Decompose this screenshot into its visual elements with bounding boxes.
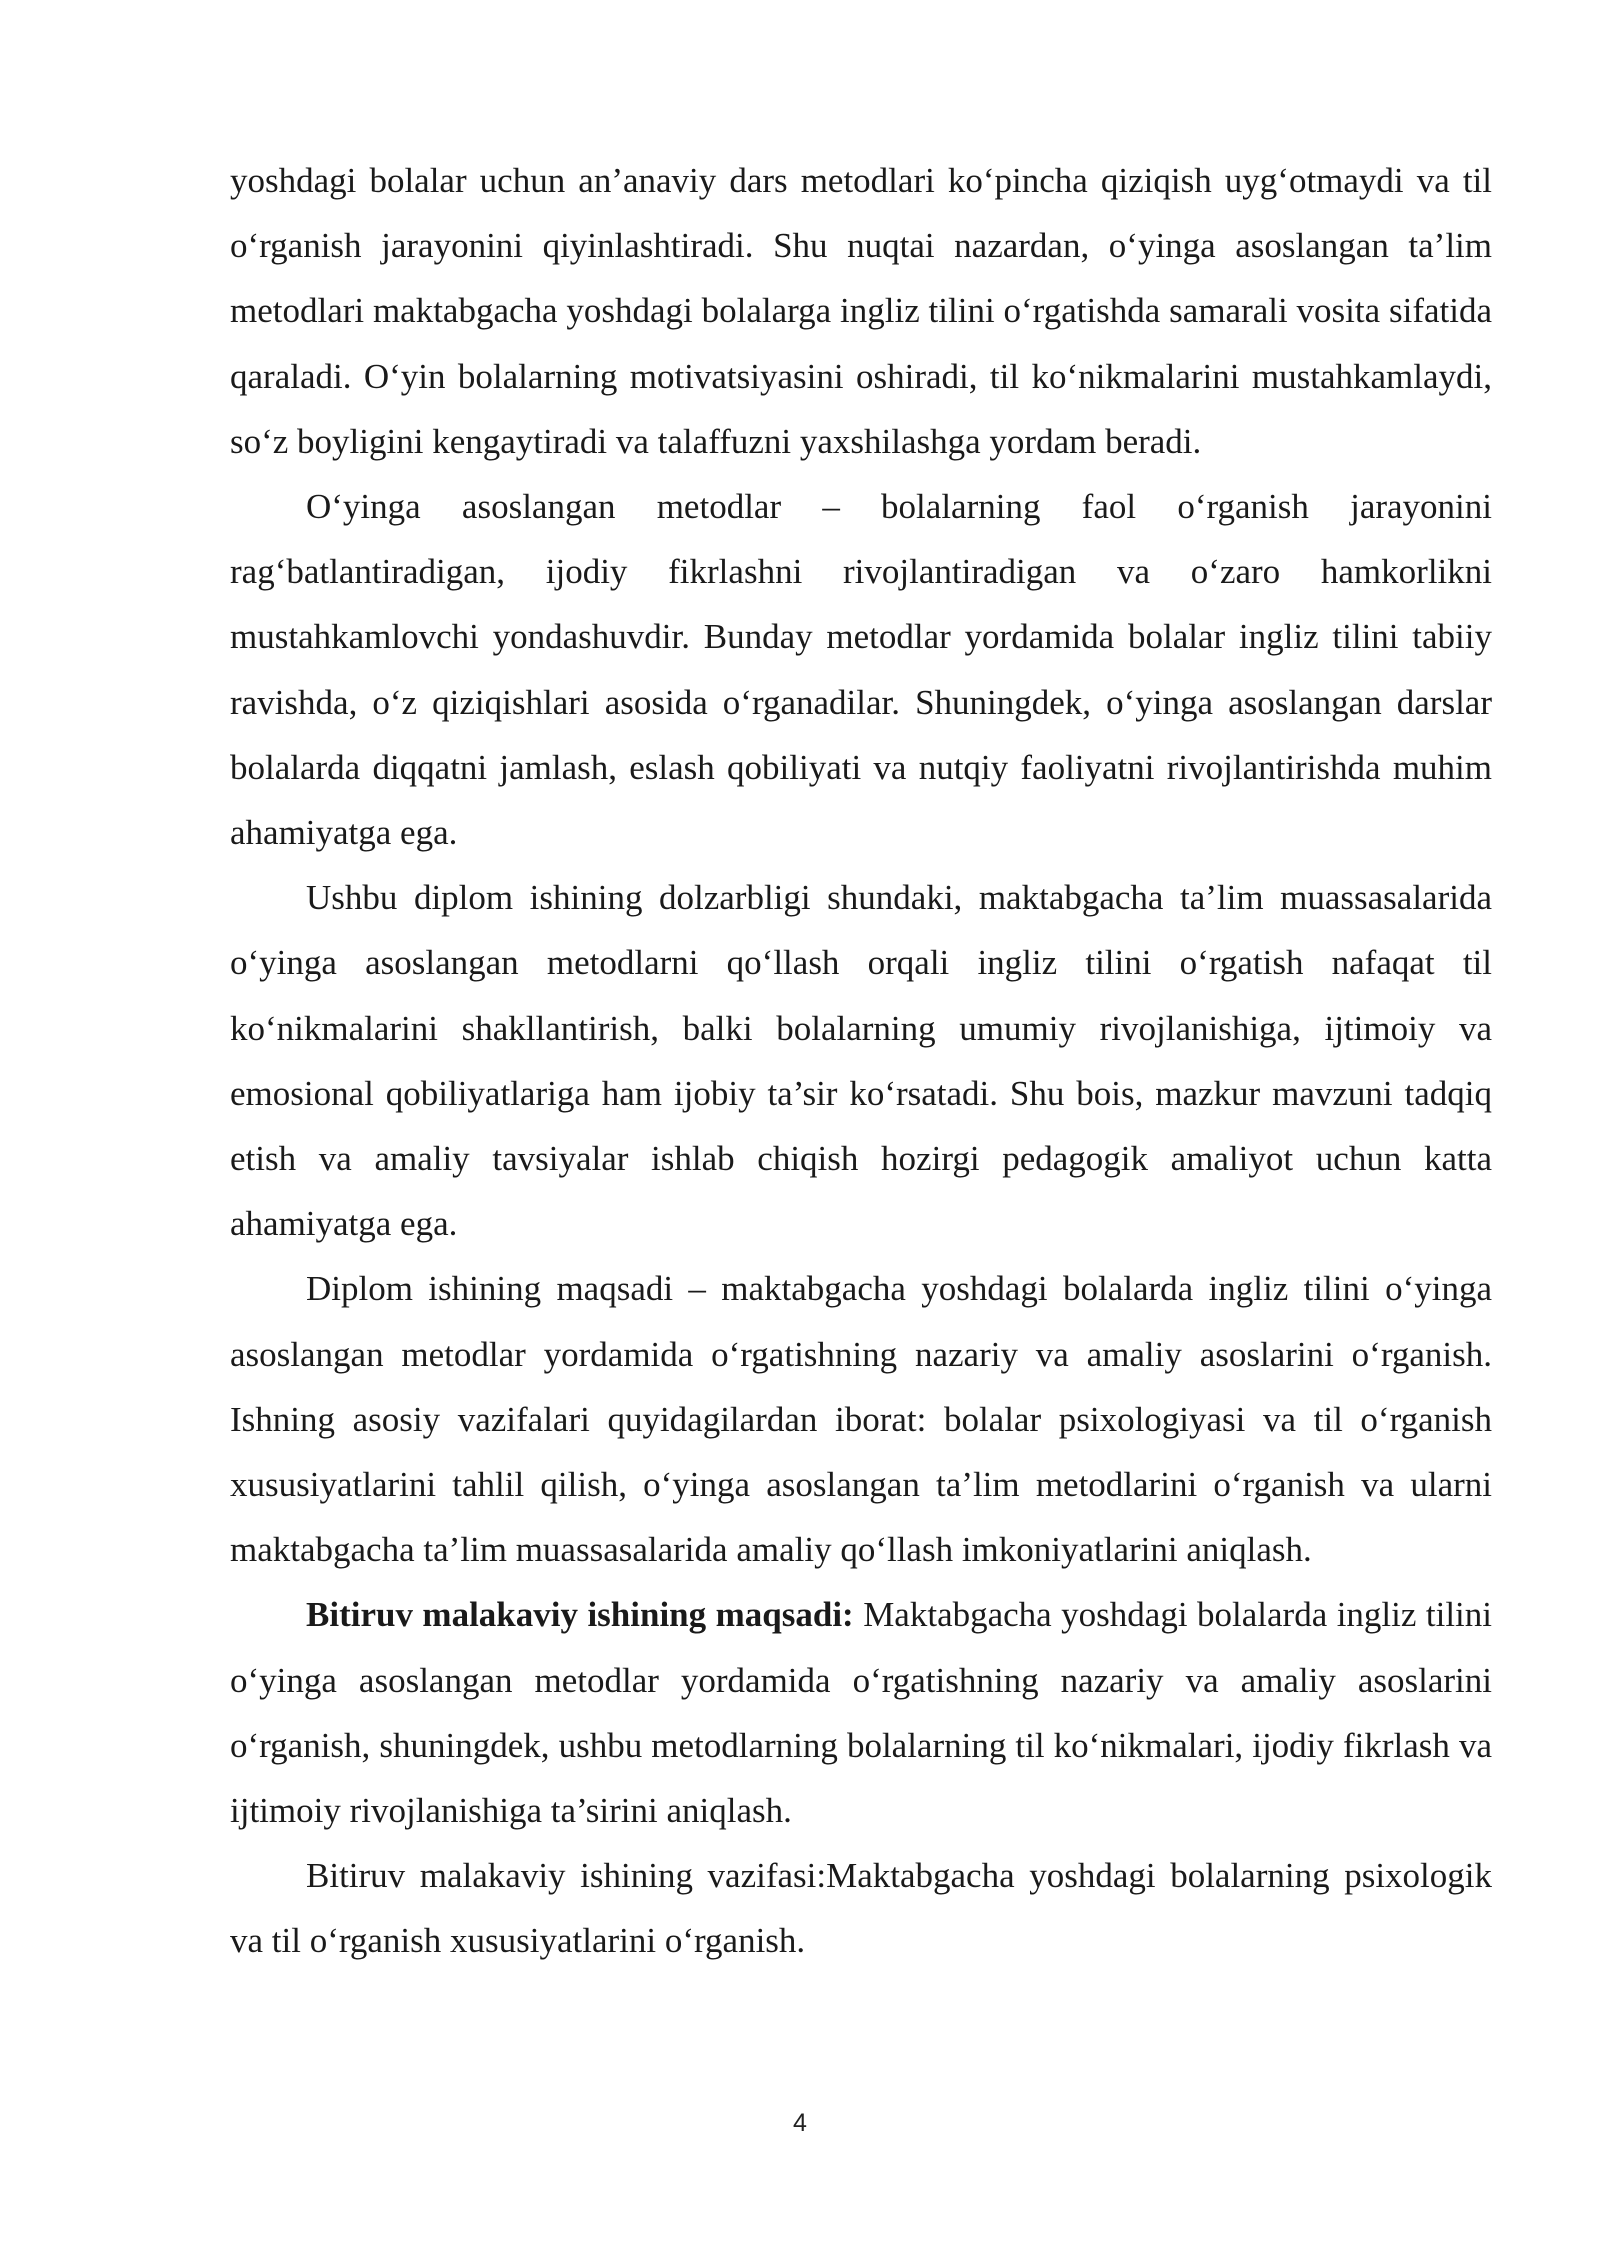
paragraph-2-text: O‘yinga asoslangan metodlar – bolalarning faol o‘rganish jarayonini rag‘batlantiradigan, ijodiy fikrlashni rivojlantiradigan va o‘zaro hamkorlikni mustahkamlovchi yondashuvdir. Bunday metodlar yordamida bolalar ingliz tilini tabiiy ravishda, o‘z qiziqishlari asosida o‘rganadilar. Shuningdek, o‘yinga asoslangan darslar bolalarda diqqatni jamlash, eslash qobiliyati va nutqiy faoliyatni rivojlantirishda muhim ahamiyatga ega. [230,487,1492,853]
paragraph-6 [230,1843,1492,1973]
paragraph-5-bold-lead: Bitiruv malakaviy ishining maqsadi: [306,1595,854,1635]
paragraph-5 [230,1582,1492,1843]
paragraph-5-text: Maktabgacha yoshdagi bolalarda ingliz tilini o‘yinga asoslangan metodlar yordamida o‘rgatishning nazariy va amaliy asoslarini o‘rganish, shuningdek, ushbu metodlarning bolalarning til ko‘nikmalari, ijodiy fikrlash va ijtimoiy rivojlanishiga ta’sirini aniqlash. [230,1595,1493,1831]
paragraph-3 [230,865,1492,1256]
paragraph-2 [230,474,1492,865]
body-text [230,148,1492,1974]
paragraph-4 [230,1256,1492,1582]
paragraph-1-text: yoshdagi bolalar uchun an’anaviy dars metodlari ko‘pincha qiziqish uyg‘otmaydi va til o‘rganish jarayonini qiyinlashtiradi. Shu nuqtai nazardan, o‘yinga asoslangan ta’lim metodlari maktabgacha yoshdagi bolalarga ingliz tilini o‘rgatishda samarali vosita sifatida qaraladi. O‘yin bolalarning motivatsiyasini oshiradi, til ko‘nikmalarini mustahkamlaydi, so‘z boyligini kengaytiradi va talaffuzni yaxshilashga yordam beradi. [230,161,1492,461]
paragraph-6-text: Bitiruv malakaviy ishining vazifasi:Maktabgacha yoshdagi bolalarning psixologik va til o‘rganish xususiyatlarini o‘rganish. [230,1856,1492,1961]
page-number: 4 [793,2109,807,2137]
paragraph-4-text: Diplom ishining maqsadi – maktabgacha yoshdagi bolalarda ingliz tilini o‘yinga asoslangan metodlar yordamida o‘rgatishning nazariy va amaliy asoslarini o‘rganish. Ishning asosiy vazifalari quyidagilardan iborat: bolalar psixologiyasi va til o‘rganish xususiyatlarini tahlil qilish, o‘yinga asoslangan ta’lim metodlarini o‘rganish va ularni maktabgacha ta’lim muassasalarida amaliy qo‘llash imkoniyatlarini aniqlash. [230,1269,1492,1570]
paragraph-3-text: Ushbu diplom ishining dolzarbligi shundaki, maktabgacha ta’lim muassasalarida o‘yinga asoslangan metodlarni qo‘llash orqali ingliz tilini o‘rgatish nafaqat til ko‘nikmalarini shakllantirish, balki bolalarning umumiy rivojlanishiga, ijtimoiy va emosional qobiliyatlariga ham ijobiy ta’sir ko‘rsatadi. Shu bois, mazkur mavzuni tadqiq etish va amaliy tavsiyalar ishlab chiqish hozirgi pedagogik amaliyot uchun katta ahamiyatga ega. [230,878,1492,1244]
paragraph-1 [230,148,1492,474]
